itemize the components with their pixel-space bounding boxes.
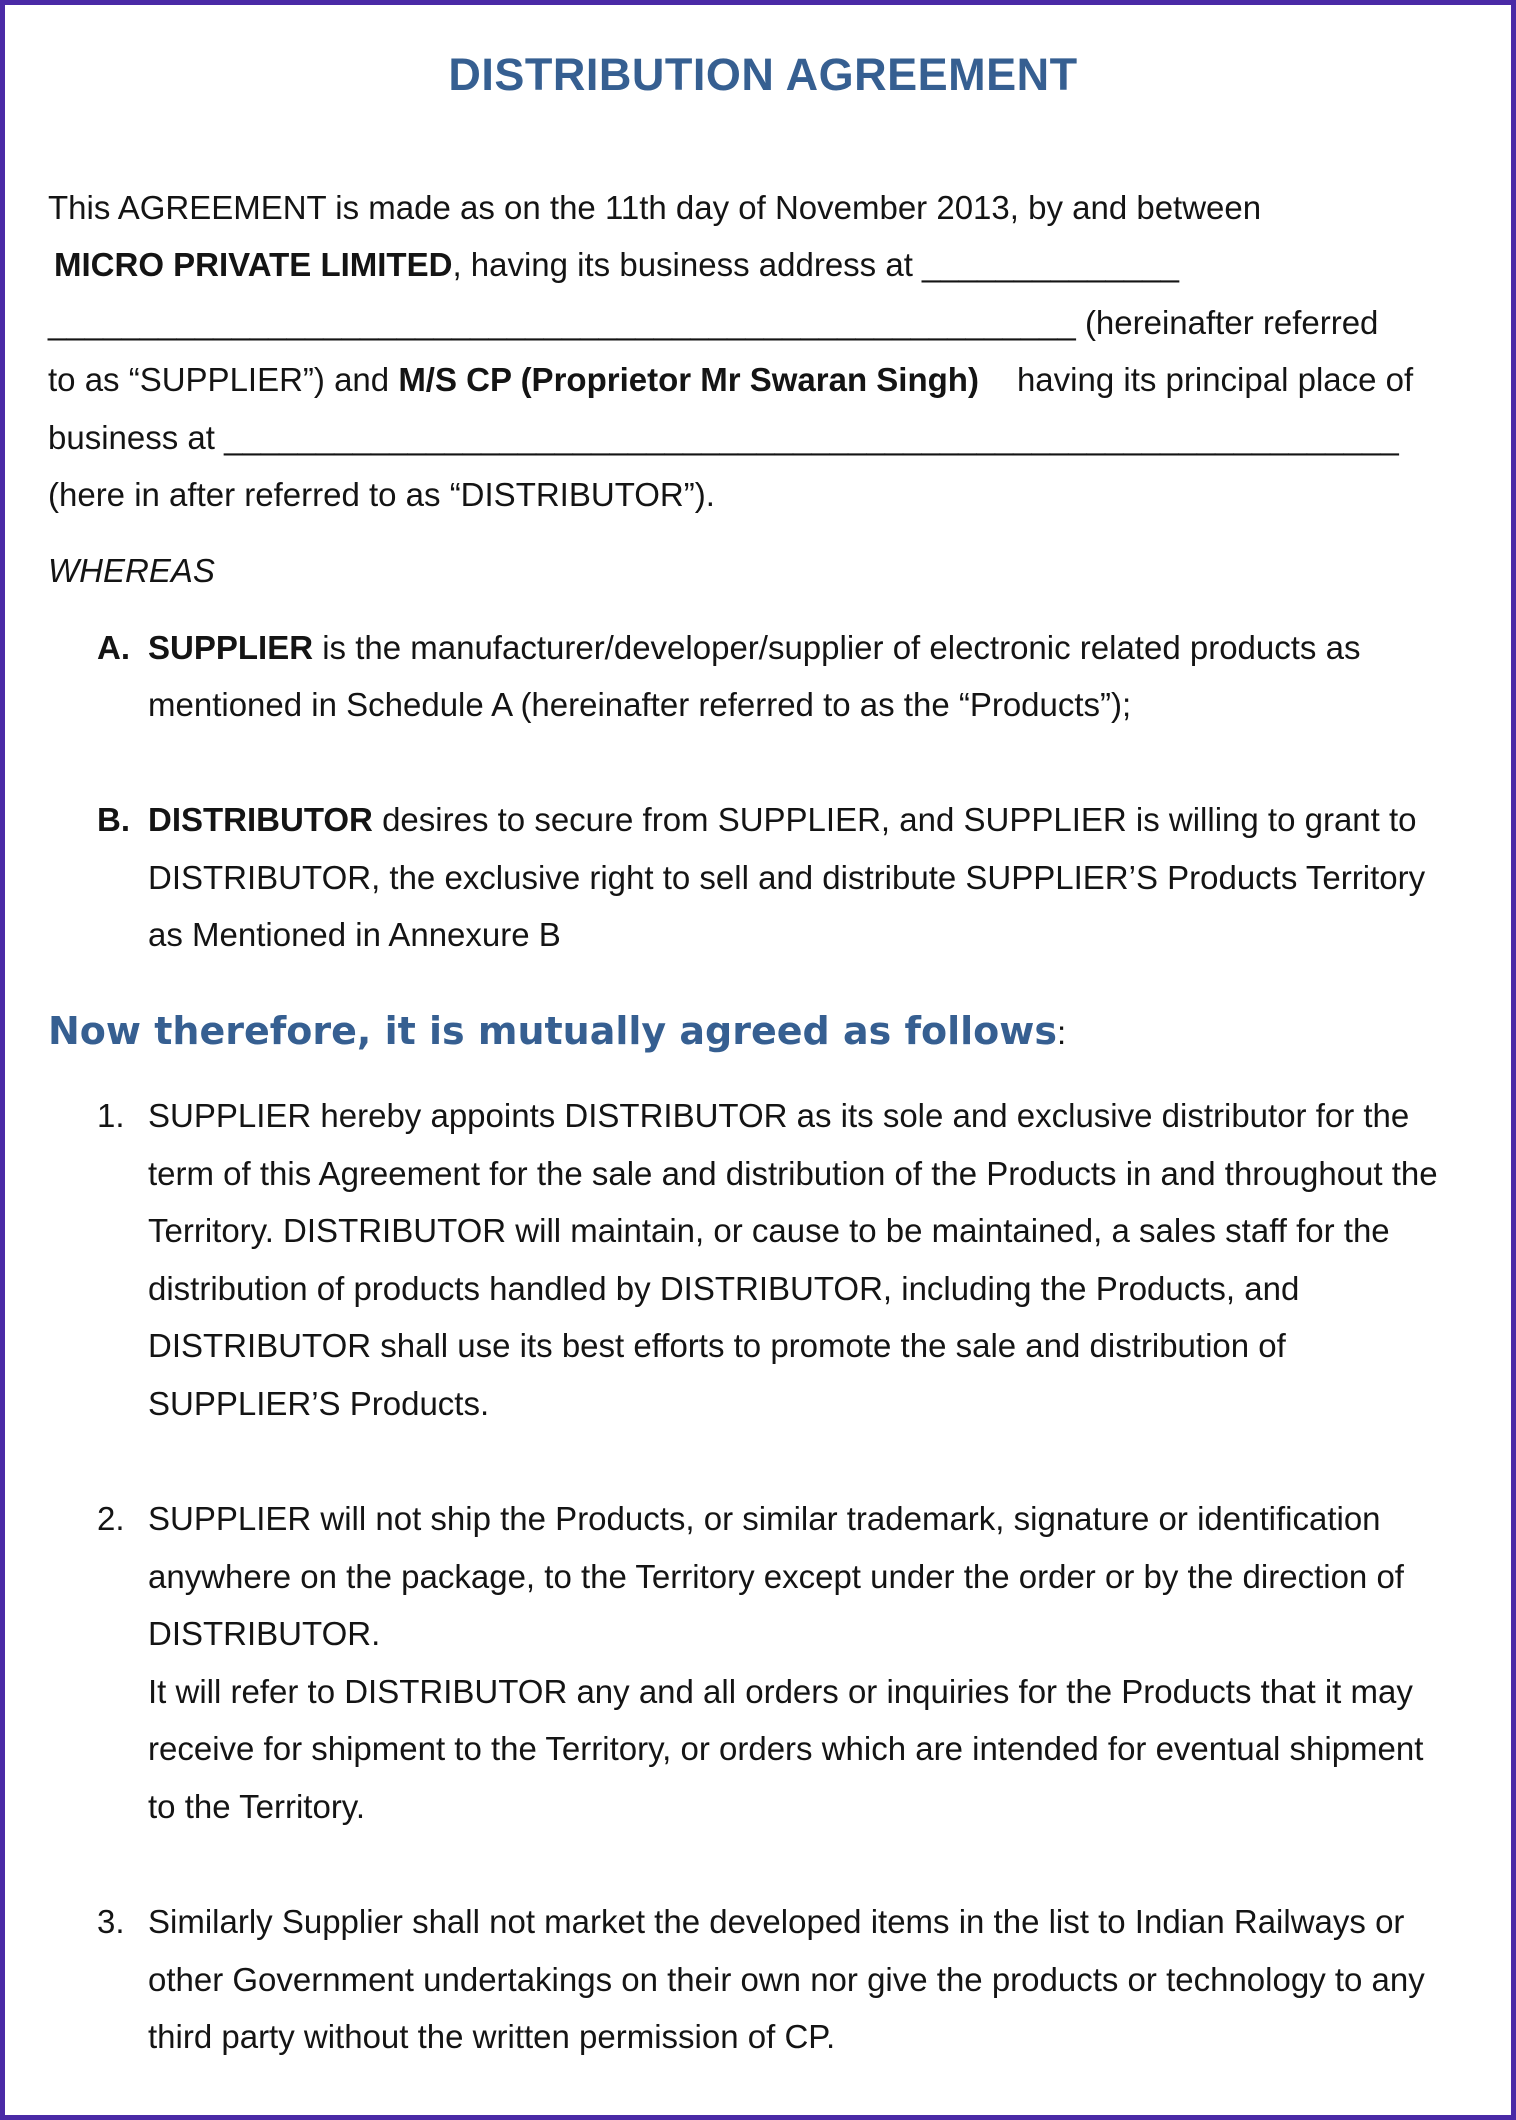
clause-3-number: 3. bbox=[97, 1903, 125, 1940]
intro-line-1: This AGREEMENT is made as on the 11th day of November 2013, by and between bbox=[48, 189, 1262, 226]
clause-2-line: It will refer to DISTRIBUTOR any and all orders or inquiries for the Products that it may bbox=[148, 1673, 1413, 1710]
clause-2-line: receive for shipment to the Territory, or orders which are intended for eventual shipment bbox=[148, 1730, 1424, 1767]
intro-line-6: (here in after referred to as “DISTRIBUTOR”). bbox=[48, 476, 715, 513]
clause-1-line: SUPPLIER’S Products. bbox=[148, 1385, 490, 1422]
recital-b-line-3: as Mentioned in Annexure B bbox=[148, 916, 561, 953]
intro-line-4-a: to as “SUPPLIER”) and bbox=[48, 361, 399, 398]
clause-3-line: third party without the written permission of CP. bbox=[148, 2018, 836, 2055]
clause-2-line: SUPPLIER will not ship the Products, or similar trademark, signature or identification bbox=[148, 1500, 1381, 1537]
recital-a-bold: SUPPLIER bbox=[148, 629, 314, 666]
recital-a-line-2: mentioned in Schedule A (hereinafter referred to as the “Products”); bbox=[148, 686, 1132, 723]
recital-b-bold: DISTRIBUTOR bbox=[148, 801, 373, 838]
clause-1-line: SUPPLIER hereby appoints DISTRIBUTOR as its sole and exclusive distributor for the bbox=[148, 1097, 1410, 1134]
clause-1-number: 1. bbox=[97, 1097, 125, 1134]
clause-1-line: Territory. DISTRIBUTOR will maintain, or cause to be maintained, a sales staff for the bbox=[148, 1212, 1390, 1249]
clause-2-number: 2. bbox=[97, 1500, 125, 1537]
clause-2-line: anywhere on the package, to the Territory except under the order or by the direction of bbox=[148, 1558, 1404, 1595]
clause-3-line: other Government undertakings on their own nor give the products or technology to any bbox=[148, 1961, 1425, 1998]
section-heading: Now therefore, it is mutually agreed as follows: bbox=[48, 1009, 1067, 1053]
intro-line-4-b: having its principal place of bbox=[1016, 361, 1414, 398]
intro-line-2 bbox=[54, 248, 1179, 281]
clause-1-line: distribution of products handled by DISTRIBUTOR, including the Products, and bbox=[148, 1270, 1300, 1307]
document-title: DISTRIBUTION AGREEMENT bbox=[448, 49, 1078, 100]
clause-2-line: to the Territory. bbox=[148, 1788, 366, 1825]
intro-line-5: business at ________________________________________________________________ bbox=[48, 419, 1399, 456]
clause-2-line: DISTRIBUTOR. bbox=[148, 1615, 381, 1652]
recital-b-line-1: DISTRIBUTOR desires to secure from SUPPLIER, and SUPPLIER is willing to grant to bbox=[148, 801, 1417, 838]
recital-b-label: B. bbox=[97, 801, 130, 838]
intro-line-3: ________________________________________________________ (hereinafter referred bbox=[48, 304, 1379, 341]
intro-line-4 bbox=[48, 363, 1413, 396]
whereas-label: WHEREAS bbox=[48, 552, 215, 589]
clause-1-line: DISTRIBUTOR shall use its best efforts to promote the sale and distribution of bbox=[148, 1327, 1286, 1364]
recital-a-line-1: SUPPLIER is the manufacturer/developer/supplier of electronic related products as bbox=[148, 629, 1361, 666]
intro-line-2-rest: , having its business address at ______________ bbox=[452, 246, 1179, 283]
recital-b-line-2: DISTRIBUTOR, the exclusive right to sell and distribute SUPPLIER’S Products Territory bbox=[148, 859, 1426, 896]
distributor-name: M/S CP (Proprietor Mr Swaran Singh) bbox=[398, 361, 979, 398]
clause-1-line: term of this Agreement for the sale and distribution of the Products in and throughout the bbox=[148, 1155, 1438, 1192]
supplier-name: MICRO PRIVATE LIMITED bbox=[54, 246, 453, 283]
clause-3-line: Similarly Supplier shall not market the developed items in the list to Indian Railways or bbox=[148, 1903, 1405, 1940]
recital-a-label: A. bbox=[97, 629, 130, 666]
